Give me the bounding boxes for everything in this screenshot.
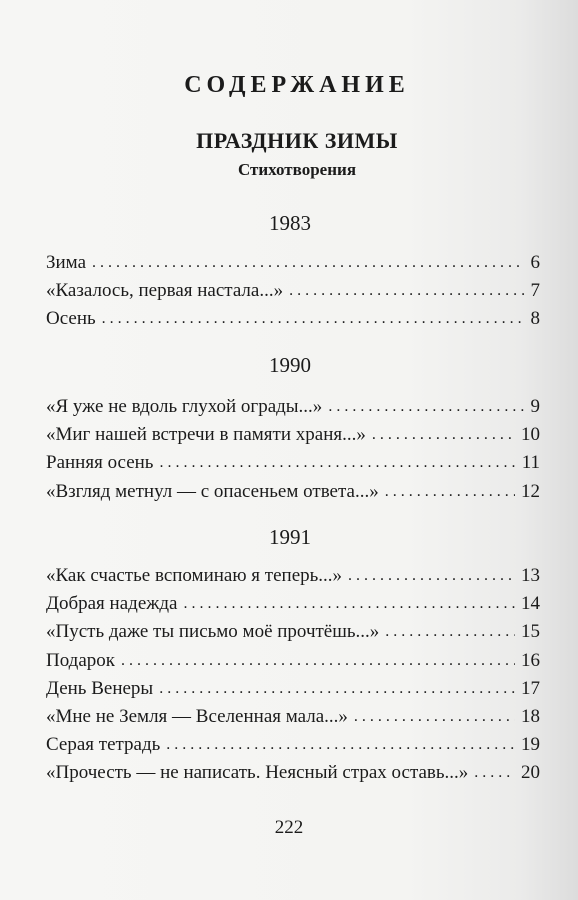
toc-entry-title: «Мне не Земля — Вселенная мала...»: [46, 705, 348, 727]
toc-section-1991: [46, 562, 540, 788]
dot-leader: [474, 758, 515, 787]
dot-leader: [159, 448, 515, 477]
toc-entry-page: 20: [521, 762, 540, 784]
toc-entry-page: 11: [521, 452, 540, 474]
dot-leader: [102, 304, 525, 333]
toc-section-1983: [46, 249, 540, 334]
toc-entry-title: «Я уже не вдоль глухой ограды...»: [46, 396, 323, 417]
dot-leader: [385, 477, 515, 506]
page-number: 222: [274, 817, 304, 838]
toc-entry-title: Добрая надежда: [46, 593, 178, 615]
dot-leader: [92, 248, 524, 277]
toc-entry-title: Серая тетрадь: [46, 734, 161, 756]
contents-heading: СОДЕРЖАНИЕ: [184, 72, 410, 98]
dot-leader: [348, 561, 515, 590]
toc-entry: [46, 675, 540, 703]
toc-entry: [46, 590, 540, 618]
toc-entry-title: «Как счастье вспоминаю я теперь...»: [46, 565, 343, 586]
dot-leader: [372, 420, 515, 449]
toc-entry-page: 6: [530, 252, 540, 273]
toc-entry-page: 19: [521, 734, 540, 756]
toc-entry-page: 12: [521, 480, 540, 502]
dot-leader: [121, 646, 515, 675]
toc-entry-title: «Взгляд метнул — с опасеньем ответа...»: [46, 480, 379, 502]
toc-entry-title: «Прочесть — не написать. Неясный страх оставь...»: [46, 762, 469, 784]
toc-entry: [46, 305, 540, 333]
toc-entry-page: 17: [521, 677, 540, 699]
toc-entry-title: Ранняя осень: [46, 452, 154, 474]
toc-entry: [46, 393, 540, 421]
toc-entry-title: День Венеры: [46, 677, 154, 699]
toc-entry-title: «Пусть даже ты письмо моё прочтёшь...»: [46, 621, 380, 643]
toc-entry: [46, 277, 540, 305]
dot-leader: [354, 702, 515, 731]
dot-leader: [385, 617, 515, 646]
dot-leader: [289, 276, 524, 305]
toc-entry: [46, 478, 540, 506]
toc-entry: [46, 562, 540, 590]
toc-entry: [46, 618, 540, 646]
toc-entry-page: 10: [521, 424, 540, 446]
toc-entry-title: Подарок: [46, 649, 116, 671]
section-year-1983: 1983: [269, 211, 311, 235]
toc-entry: [46, 421, 540, 449]
toc-entry: [46, 249, 540, 277]
dot-leader: [183, 589, 515, 618]
toc-entry: [46, 759, 540, 787]
toc-entry-page: 13: [521, 565, 540, 586]
toc-entry: [46, 647, 540, 675]
toc-entry-page: 18: [521, 705, 540, 727]
toc-section-1990: [46, 393, 540, 506]
dot-leader: [166, 730, 515, 759]
toc-entry: [46, 449, 540, 477]
book-subtitle: Стихотворения: [237, 160, 357, 179]
toc-entry: [46, 731, 540, 759]
toc-entry-page: 16: [521, 649, 540, 671]
toc-entry-title: «Миг нашей встречи в памяти храня...»: [46, 424, 366, 446]
toc-entry-title: «Казалось, первая настала...»: [46, 280, 284, 302]
toc-entry-title: Осень: [46, 308, 96, 330]
toc-entry-page: 7: [530, 280, 540, 302]
dot-leader: [159, 674, 515, 703]
toc-entry-page: 14: [521, 593, 540, 615]
toc-entry-page: 15: [521, 621, 540, 643]
toc-entry-page: 8: [530, 308, 540, 330]
dot-leader: [328, 392, 524, 421]
toc-entry-title: Зима: [46, 252, 87, 273]
toc-entry-page: 9: [530, 396, 540, 417]
section-year-1990: 1990: [269, 353, 311, 377]
book-title: ПРАЗДНИК ЗИМЫ: [196, 128, 398, 153]
toc-entry: [46, 703, 540, 731]
section-year-1991: 1991: [269, 525, 311, 549]
